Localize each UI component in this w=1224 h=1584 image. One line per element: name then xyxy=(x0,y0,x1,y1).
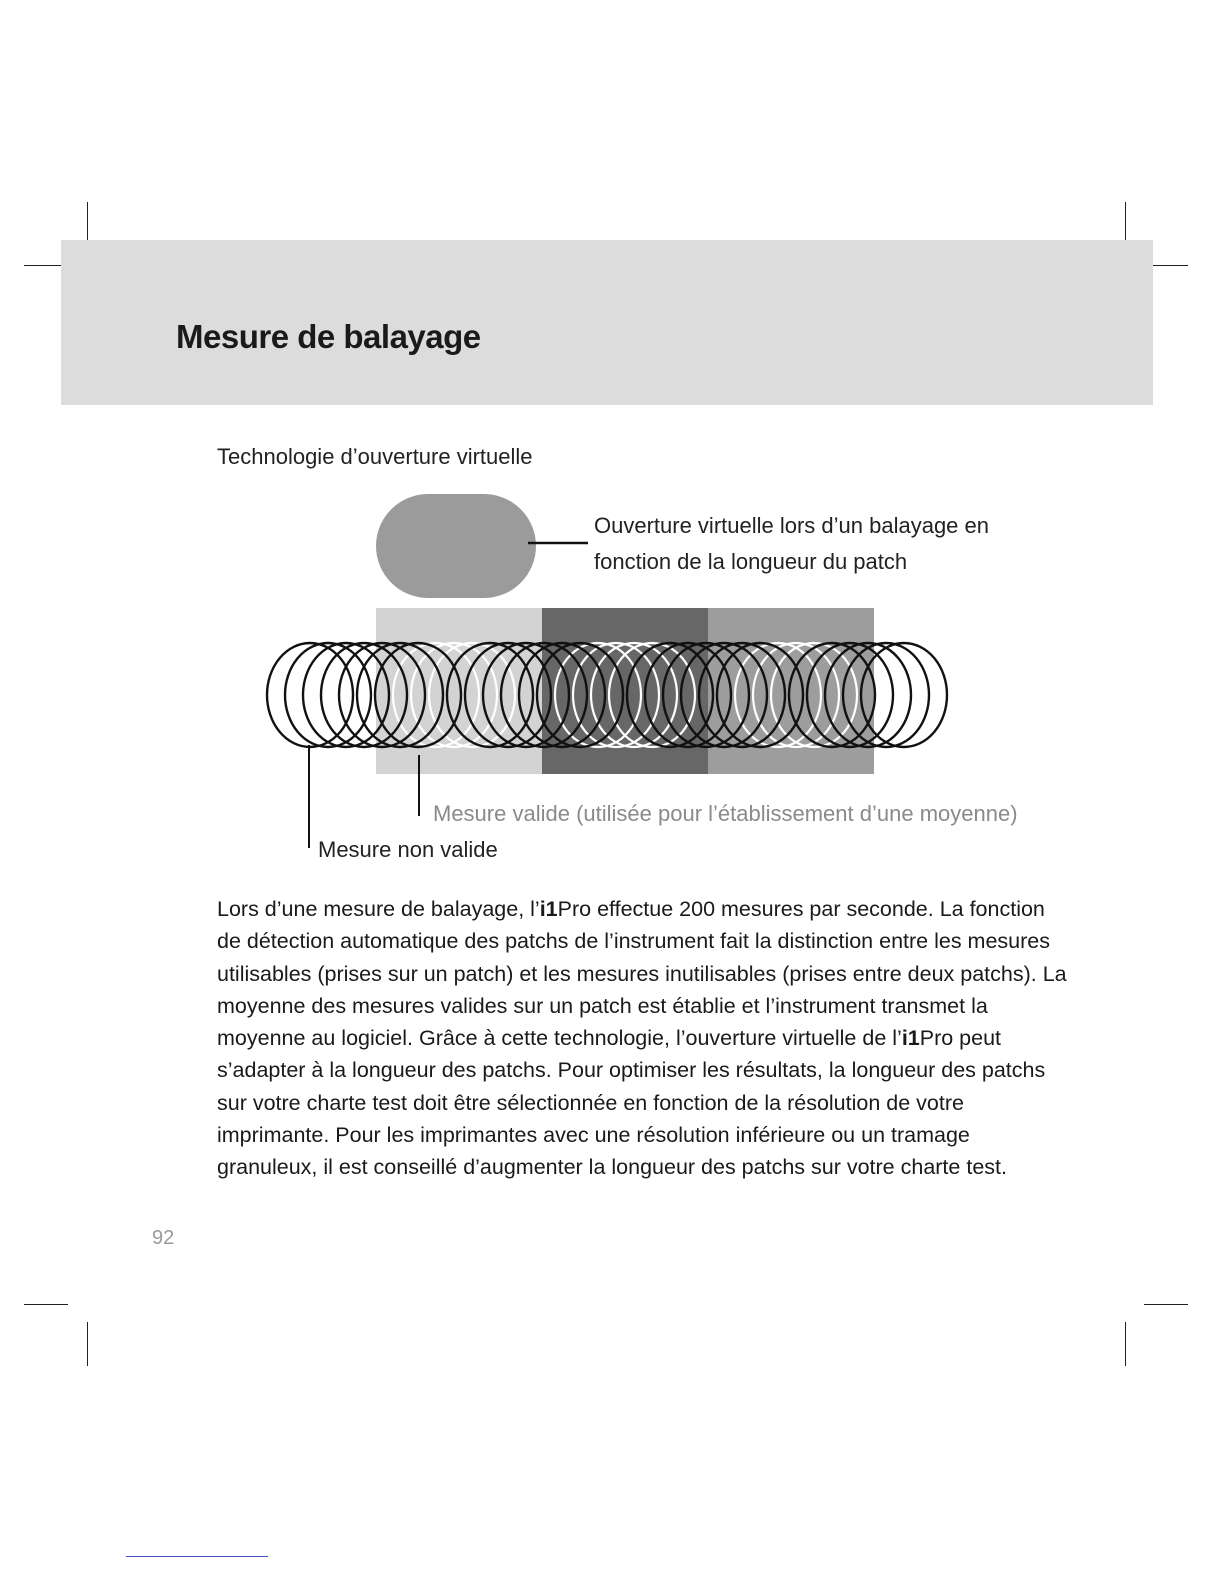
page-number: 92 xyxy=(152,1227,175,1249)
brand-name: i1 xyxy=(901,1026,920,1051)
body-text-segment: Lors d’une mesure de balayage, l’ xyxy=(217,897,540,921)
body-paragraph xyxy=(217,893,1067,1184)
virtual-aperture-shape xyxy=(376,494,536,598)
aperture-callout: Ouverture virtuelle lors d’un balayage en fonction de la longueur du patch xyxy=(594,513,990,574)
figure-subheading: Technologie d’ouverture virtuelle xyxy=(217,444,533,469)
footer-rule xyxy=(126,1556,268,1557)
body-text-segment: Pro peut s’adapter à la longueur des patchs. Pour optimiser les résultats, la longueur des patchs sur votre charte test doit être sélectionnée en fonction de la résolution de votre imprimante. Pour les imprimantes avec une résolution inférieure ou un tramage granuleux, il est conseillé d’augmenter la longueur des patchs sur votre charte test. xyxy=(217,1026,1046,1180)
brand-name: i1 xyxy=(539,897,558,921)
body-text-segment: Pro effectue 200 mesures par seconde. La fonction de détection automatique des patchs de l’instrument fait la distinction entre les mesures utilisables (prises sur un patch) et les mesures inutilisables (prises entre deux patchs). La moyenne des mesures valides sur un patch est établie et l’instrument transmet la moyenne au logiciel. Grâce à cette technologie, l’ouverture virtuelle de l’ xyxy=(217,897,1067,1051)
crop-mark xyxy=(24,1304,68,1305)
patch-light xyxy=(376,608,542,774)
crop-mark xyxy=(1125,1322,1126,1366)
patch-dark xyxy=(542,608,708,774)
page-title: Mesure de balayage xyxy=(176,318,481,355)
crop-mark xyxy=(1144,1304,1188,1305)
crop-mark xyxy=(87,1322,88,1366)
invalid-measurement-callout: Mesure non valide xyxy=(318,837,498,862)
patch-mid xyxy=(708,608,874,774)
valid-measurement-callout: Mesure valide (utilisée pour l’établissement d’une moyenne) xyxy=(433,801,1018,826)
